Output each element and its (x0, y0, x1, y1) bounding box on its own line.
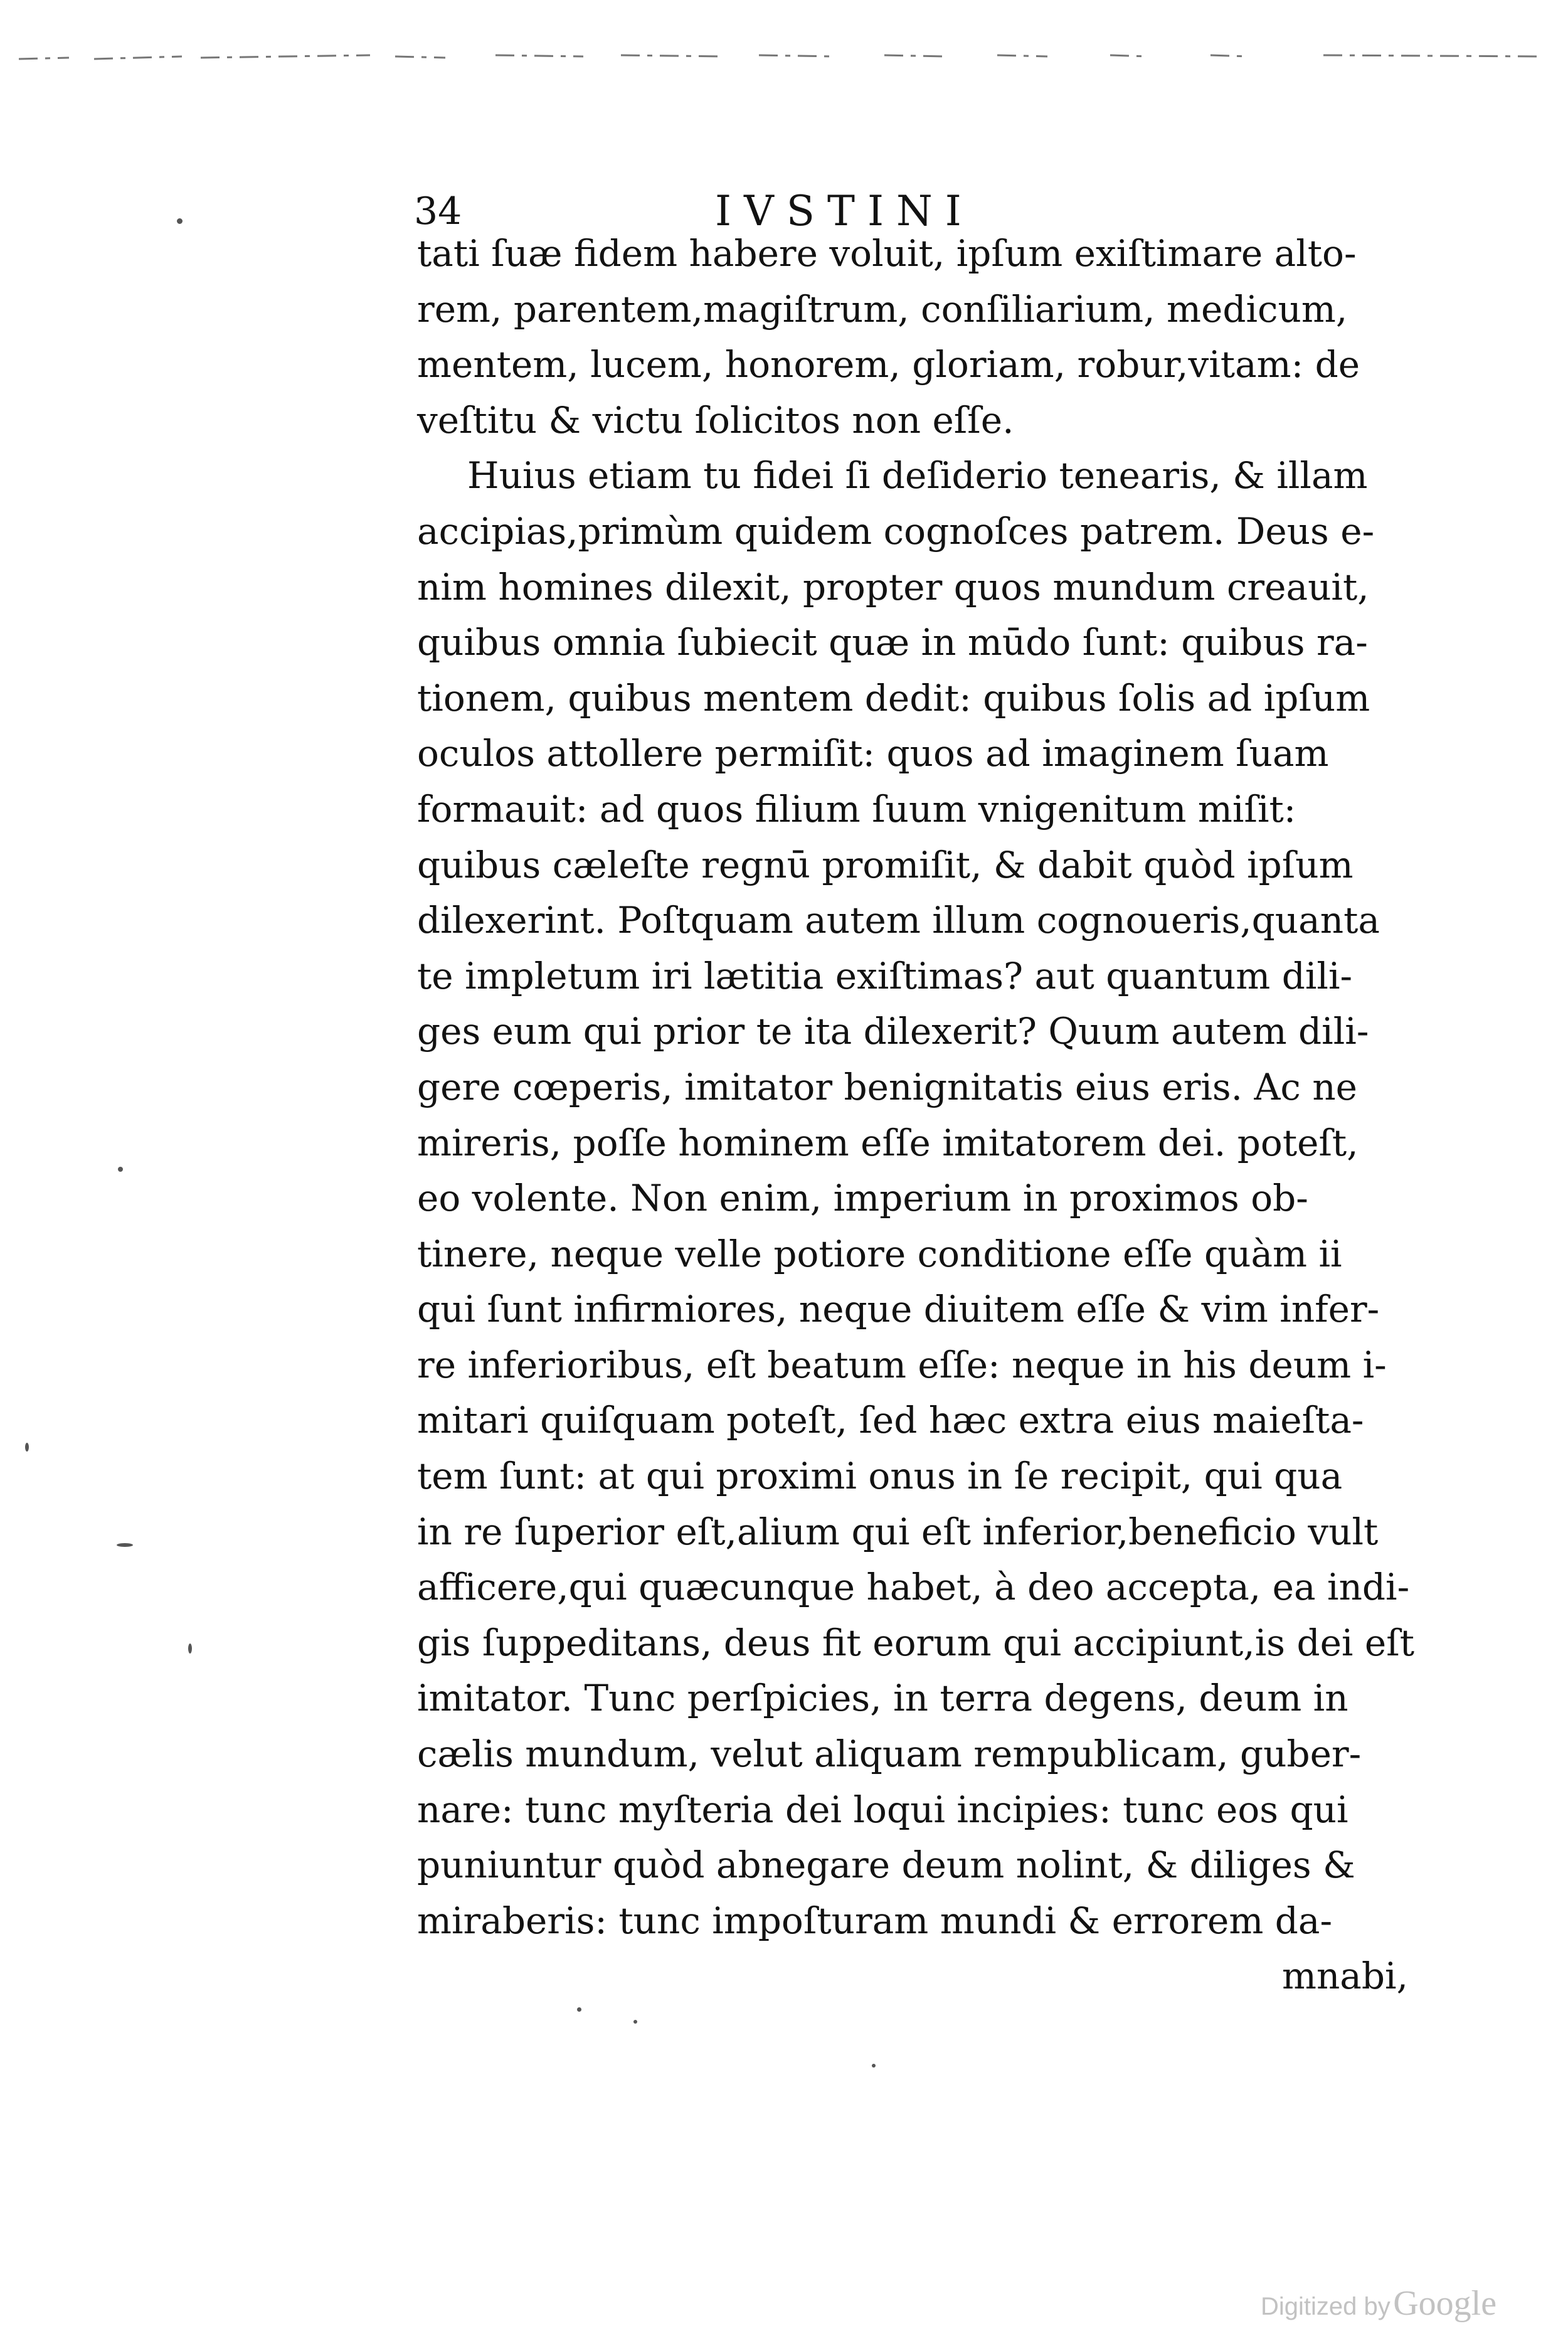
text-line: eo volente. Non enim, imperium in proximos ob- (417, 1177, 1308, 1220)
text-line: gis ſuppeditans, deus fit eorum qui accipiunt,is dei eſt (417, 1621, 1415, 1664)
watermark-prefix: Digitized by (1261, 2293, 1391, 2320)
ink-speck (188, 1643, 192, 1654)
ink-speck (117, 1543, 133, 1547)
google-logo: Google (1393, 2284, 1497, 2323)
text-line: tem ſunt: at qui proximi onus in ſe recipit, qui qua (417, 1455, 1343, 1498)
ink-speck (577, 2007, 581, 2012)
text-line: gere cœperis, imitator benignitatis eius eris. Ac ne (417, 1065, 1357, 1108)
text-line: formauit: ad quos filium ſuum vnigenitum miſit: (417, 787, 1296, 831)
text-line: afficere,qui quæcunque habet, à deo accepta, ea indi- (417, 1566, 1410, 1609)
text-line: rem, parentem,magiſtrum, conſiliarium, medicum, (417, 287, 1348, 331)
ink-speck (25, 1443, 29, 1452)
text-line: miraberis: tunc impoſturam mundi & errorem da- (417, 1899, 1333, 1942)
catchword: mnabi, (1281, 1955, 1408, 1998)
text-line: nare: tunc myſteria dei loqui incipies: tunc eos qui (417, 1788, 1348, 1831)
text-line: puniuntur quòd abnegare deum nolint, & diliges & (417, 1844, 1355, 1887)
text-line: quibus omnia ſubiecit quæ in mūdo ſunt: quibus ra- (417, 621, 1368, 664)
ink-speck (118, 1167, 123, 1172)
text-line: qui ſunt infirmiores, neque diuitem eſſe & vim infer- (417, 1288, 1380, 1331)
text-line: Huius etiam tu fidei ſi deſiderio tenearis, & illam (467, 454, 1368, 497)
text-line: accipias,primùm quidem cognoſces patrem. Deus e- (417, 509, 1375, 553)
page-number: 34 (414, 189, 462, 233)
text-line: re inferioribus, eſt beatum eſſe: neque in his deum i- (417, 1343, 1387, 1386)
text-line: oculos attollere permiſit: quos ad imaginem ſuam (417, 732, 1329, 775)
text-line: veſtitu & victu ſolicitos non eſſe. (417, 398, 1014, 442)
text-line: imitator. Tunc perſpicies, in terra degens, deum in (417, 1677, 1348, 1720)
digitized-by-watermark (1261, 2283, 1496, 2323)
text-line: in re ſuperior eſt,alium qui eſt inferior,beneficio vult (417, 1510, 1379, 1553)
text-line: quibus cæleſte regnū promiſit, & dabit quòd ipſum (417, 843, 1353, 886)
running-head: IVSTINI (715, 187, 974, 235)
body-text (417, 226, 1421, 2004)
text-line: nim homines dilexit, propter quos mundum creauit, (417, 565, 1369, 608)
text-line: tati ſuæ fidem habere voluit, ipſum exiſtimare alto- (417, 232, 1357, 275)
ink-speck (633, 2020, 637, 2024)
text-line: mitari quiſquam poteſt, ſed hæc extra eius maieſta- (417, 1399, 1364, 1442)
scan-border-line (19, 50, 1543, 65)
text-line: mireris, poſſe hominem eſſe imitatorem dei. poteſt, (417, 1121, 1359, 1164)
ink-speck (872, 2064, 876, 2068)
text-line: dilexerint. Poſtquam autem illum cognoueris,quanta (417, 899, 1380, 942)
ink-speck (177, 218, 183, 224)
text-line: tinere, neque velle potiore conditione eſſe quàm ii (417, 1232, 1342, 1275)
text-line: cælis mundum, velut aliquam rempublicam, guber- (417, 1733, 1362, 1776)
text-line: ges eum qui prior te ita dilexerit? Quum autem dili- (417, 1010, 1369, 1053)
text-line: mentem, lucem, honorem, gloriam, robur,vitam: de (417, 343, 1360, 386)
text-line: tionem, quibus mentem dedit: quibus ſolis ad ipſum (417, 676, 1370, 719)
text-line: te impletum iri lætitia exiſtimas? aut quantum dili- (417, 954, 1353, 997)
